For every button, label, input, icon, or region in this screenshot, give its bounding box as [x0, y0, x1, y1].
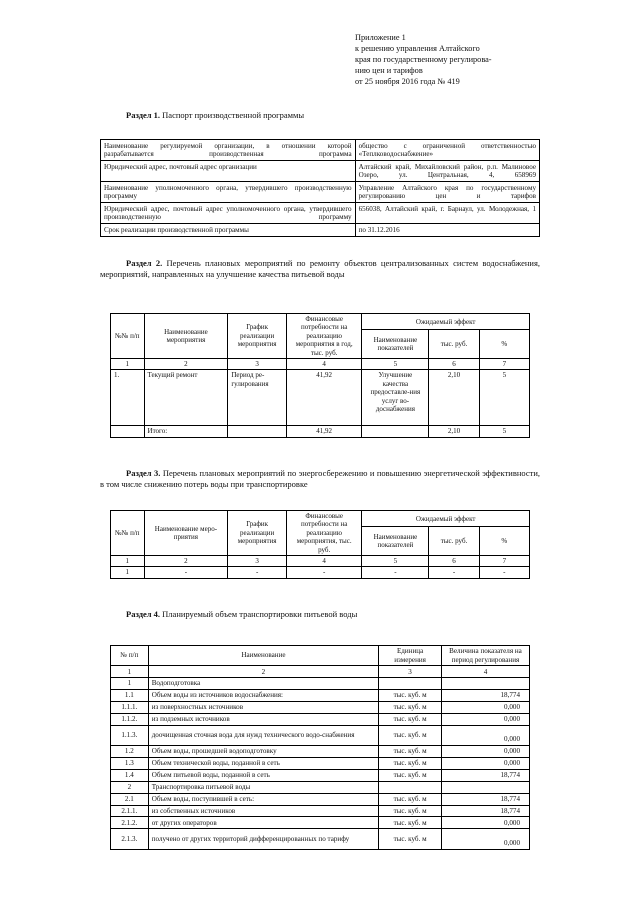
row-value: 18,774: [442, 690, 530, 702]
passport-param: Юридический адрес, почтовый адрес организации: [101, 161, 356, 182]
row-schedule: Период ре-гулирования: [228, 370, 287, 426]
row-value: 0,000: [442, 713, 530, 725]
col-header-effect: Ожидаемый эффект: [362, 511, 530, 527]
row-unit: тыс. куб. м: [379, 746, 442, 758]
row-no: 2.1.1.: [111, 805, 149, 817]
row-unit: тыс. куб. м: [379, 702, 442, 714]
row-indicator: Улучшение качества предоставле-ния услуг во-доснабжения: [362, 370, 429, 426]
section-2-title: Перечень плановых мероприятий по ремонту объектов централизованных систем водоснабжения, мероприятий, направленных на улучшение качества питьевой воды: [100, 258, 541, 280]
row-no: 1.1: [111, 690, 149, 702]
row-indicator: -: [362, 567, 429, 578]
row-no: 1.2: [111, 746, 149, 758]
row-name: Объем воды, поступившей в сеть:: [148, 793, 378, 805]
table-row: [111, 678, 530, 690]
row-no: 2: [111, 781, 149, 793]
table-header-row: [111, 314, 530, 330]
table-numbering-row: [111, 666, 530, 678]
col-header-name: Наименование мероприятия: [144, 314, 228, 359]
row-name: Объем технической воды, поданной в сеть: [148, 758, 378, 770]
section-4-heading: [100, 609, 540, 620]
col-header-percent: %: [479, 330, 529, 359]
row-name: из поверхностных источников: [148, 702, 378, 714]
table-header-row: [111, 646, 530, 666]
total-percent: 5: [479, 426, 529, 437]
col-header-effect: Ожидаемый эффект: [362, 314, 530, 330]
row-name: из собственных источников: [148, 805, 378, 817]
table-row: [111, 746, 530, 758]
row-name: Объем воды, прошедшей водоподготовку: [148, 746, 378, 758]
row-name: из подземных источников: [148, 713, 378, 725]
col-number: 7: [479, 358, 529, 369]
row-value: 0,000: [442, 817, 530, 829]
row-value: 0,000: [442, 829, 530, 849]
col-number: 4: [286, 358, 361, 369]
table-row: [111, 805, 530, 817]
row-name: Водоподготовка: [148, 678, 378, 690]
row-value: [442, 781, 530, 793]
table-row: [111, 817, 530, 829]
col-header-finance: Финансовые потребности на реализацию мероприятия, тыс. руб.: [286, 511, 361, 556]
total-no: [111, 426, 145, 437]
row-value: 18,774: [442, 793, 530, 805]
table-row: [111, 713, 530, 725]
table-row: [101, 203, 540, 224]
row-percent: -: [479, 567, 529, 578]
row-unit: тыс. куб. м: [379, 817, 442, 829]
row-unit: тыс. куб. м: [379, 713, 442, 725]
passport-table: [100, 139, 540, 237]
row-value: 0,000: [442, 725, 530, 745]
col-number: 2: [144, 358, 228, 369]
col-header-no: №№ п/п: [111, 511, 145, 556]
row-no: 1: [111, 678, 149, 690]
col-number: 2: [144, 555, 228, 566]
row-no: 1.1.2.: [111, 713, 149, 725]
row-finance: 41,92: [286, 370, 361, 426]
col-number: 1: [111, 358, 145, 369]
row-value: 18,774: [442, 769, 530, 781]
row-unit: [379, 678, 442, 690]
col-number: 5: [362, 555, 429, 566]
section-2-heading: [100, 258, 540, 281]
col-number: 1: [111, 666, 149, 678]
col-number: 7: [479, 555, 529, 566]
col-header-finance: Финансовые потребности на реализацию мероприятия в год, тыс. руб.: [286, 314, 361, 359]
repair-measures-table: [110, 313, 530, 438]
header-line-5: от 25 ноября 2016 года № 419: [355, 76, 460, 86]
passport-value: общество с ограниченной ответственностью «Теплководоснабжение»: [355, 140, 539, 161]
col-header-value: Величина показателя на период регулирования: [442, 646, 530, 666]
table-row: [111, 702, 530, 714]
table-row: [111, 793, 530, 805]
row-unit: [379, 781, 442, 793]
col-number: 3: [228, 555, 287, 566]
row-name: получено от других территорий дифференцированных по тарифу: [148, 829, 378, 849]
col-header-thousand-rub: тыс. руб.: [429, 330, 479, 359]
row-no: 1.1.1.: [111, 702, 149, 714]
row-name: Транспортировка питьевой воды: [148, 781, 378, 793]
passport-param: Наименование уполномоченного органа, утвердившего производственную программу: [101, 182, 356, 203]
total-finance: 41,92: [286, 426, 361, 437]
total-thousand-rub: 2,10: [429, 426, 479, 437]
row-name: Объем воды из источников водоснабжения:: [148, 690, 378, 702]
table-row: [111, 758, 530, 770]
passport-param: Юридический адрес, почтовый адрес уполномоченного органа, утвердившего производственную программу: [101, 203, 356, 224]
row-no: 2.1.3.: [111, 829, 149, 849]
col-header-no: №№ п/п: [111, 314, 145, 359]
row-no: 1.: [111, 370, 145, 426]
row-value: [442, 678, 530, 690]
passport-value: 656038, Алтайский край, г. Барнаул, ул. Молодежная, 1: [355, 203, 539, 224]
col-header-name: Наименование меро-приятия: [144, 511, 228, 556]
section-1-heading: [100, 110, 540, 121]
col-header-name: Наименование: [148, 646, 378, 666]
col-number: 3: [379, 666, 442, 678]
col-header-schedule: График реализации мероприятия: [228, 511, 287, 556]
row-no: 1.4: [111, 769, 149, 781]
header-line-1: Приложение 1: [355, 33, 406, 42]
table-row: [101, 224, 540, 237]
passport-param: Наименование регулируемой организации, в отношении которой разрабатывается производственная программа: [101, 140, 356, 161]
row-thousand-rub: 2,10: [429, 370, 479, 426]
table-row: [111, 370, 530, 426]
row-thousand-rub: -: [429, 567, 479, 578]
table-total-row: [111, 426, 530, 437]
row-unit: тыс. куб. м: [379, 769, 442, 781]
col-number: 4: [286, 555, 361, 566]
row-name: -: [144, 567, 228, 578]
table-row: [111, 781, 530, 793]
row-finance: -: [286, 567, 361, 578]
section-1-label: Раздел 1.: [126, 110, 161, 120]
row-no: 2.1: [111, 793, 149, 805]
passport-value: Управление Алтайского края по государственному регулированию цен и тарифов: [355, 182, 539, 203]
section-3-heading: [100, 468, 540, 491]
header-line-2: к решению управления Алтайского: [355, 43, 480, 53]
section-3-label: Раздел 3.: [126, 468, 161, 478]
col-number: 2: [148, 666, 378, 678]
section-4-label: Раздел 4.: [126, 609, 161, 619]
col-header-unit: Единица измерения: [379, 646, 442, 666]
col-header-indicator: Наименование показателей: [362, 527, 429, 556]
section-1-title: Паспорт производственной программы: [162, 110, 305, 120]
table-header-row: [111, 511, 530, 527]
row-value: 0,000: [442, 746, 530, 758]
table-row: [111, 725, 530, 745]
passport-value: Алтайский край, Михайловский район, р.п. Малиновое Озеро, ул. Центральная, 4, 658969: [355, 161, 539, 182]
total-schedule: [228, 426, 287, 437]
row-unit: тыс. куб. м: [379, 829, 442, 849]
table-row: [101, 182, 540, 203]
table-row: [111, 567, 530, 578]
row-no: 1.1.3.: [111, 725, 149, 745]
table-numbering-row: [111, 358, 530, 369]
header-line-3: края по государственному регулирова-: [355, 54, 492, 64]
row-name: Текущий ремонт: [144, 370, 228, 426]
row-unit: тыс. куб. м: [379, 758, 442, 770]
total-indicator: [362, 426, 429, 437]
table-row: [101, 161, 540, 182]
passport-value: по 31.12.2016: [355, 224, 539, 237]
col-header-percent: %: [479, 527, 529, 556]
section-2-label: Раздел 2.: [126, 258, 163, 268]
col-header-schedule: График реализации мероприятия: [228, 314, 287, 359]
document-header: [355, 33, 625, 88]
row-value: 0,000: [442, 702, 530, 714]
section-3-title: Перечень плановых мероприятий по энергосбережению и повышению энергетической эффективности, в том числе снижению потерь воды при транспортировке: [100, 468, 541, 490]
col-header-no: № п/п: [111, 646, 149, 666]
col-header-indicator: Наименование показателей: [362, 330, 429, 359]
row-name: Объем питьевой воды, поданной в сеть: [148, 769, 378, 781]
row-value: 0,000: [442, 758, 530, 770]
energy-saving-table: [110, 510, 530, 579]
row-unit: тыс. куб. м: [379, 793, 442, 805]
row-no: 2.1.2.: [111, 817, 149, 829]
header-line-4: нию цен и тарифов: [355, 65, 423, 75]
table-row: [111, 690, 530, 702]
row-unit: тыс. куб. м: [379, 690, 442, 702]
table-numbering-row: [111, 555, 530, 566]
row-unit: тыс. куб. м: [379, 725, 442, 745]
table-row: [101, 140, 540, 161]
col-header-thousand-rub: тыс. руб.: [429, 527, 479, 556]
col-number: 3: [228, 358, 287, 369]
section-4-title: Планируемый объем транспортировки питьевой воды: [162, 609, 358, 619]
col-number: 6: [429, 358, 479, 369]
row-unit: тыс. куб. м: [379, 805, 442, 817]
total-label: Итого:: [144, 426, 228, 437]
table-row: [111, 769, 530, 781]
row-percent: 5: [479, 370, 529, 426]
row-value: 18,774: [442, 805, 530, 817]
col-number: 1: [111, 555, 145, 566]
row-no: 1.3: [111, 758, 149, 770]
row-schedule: -: [228, 567, 287, 578]
table-row: [111, 829, 530, 849]
col-number: 4: [442, 666, 530, 678]
row-name: доочищенная сточная вода для нужд технического водо-снабжения: [148, 725, 378, 745]
passport-param: Срок реализации производственной программы: [101, 224, 356, 237]
water-volume-table: [110, 645, 530, 850]
col-number: 6: [429, 555, 479, 566]
row-no: 1: [111, 567, 145, 578]
row-name: от других операторов: [148, 817, 378, 829]
col-number: 5: [362, 358, 429, 369]
